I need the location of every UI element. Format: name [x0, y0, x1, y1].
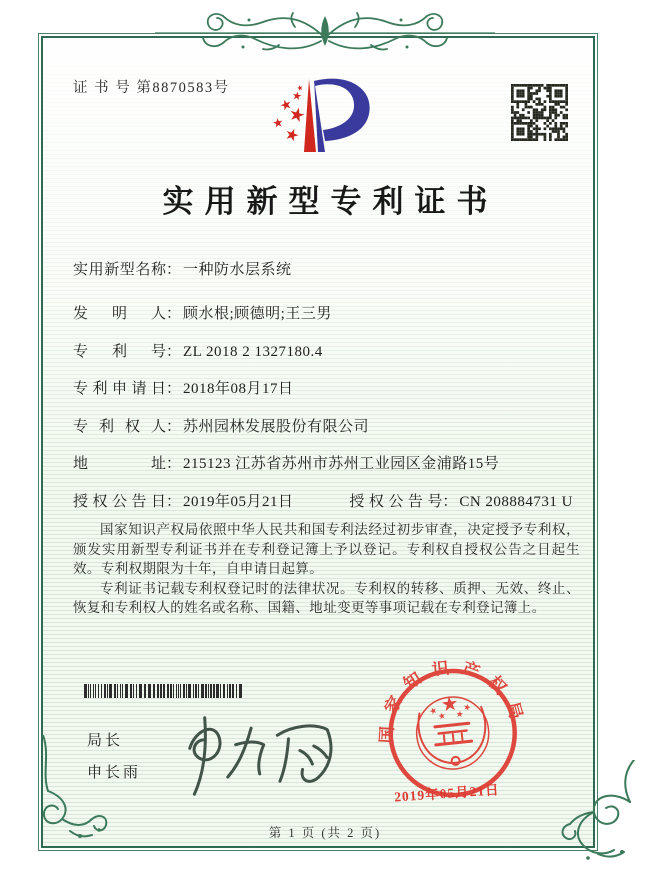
field-label: 实用新型名称 — [73, 262, 166, 278]
field-value: 2019年05月21日 — [183, 493, 294, 510]
certificate-number: 证 书 号 第8870583号 — [73, 80, 230, 96]
grant-number-pair: 授权公告号： CN 208884731 U — [349, 490, 573, 514]
field-row-filing-date: 专利申请日 ： 2018年08月17日 — [73, 377, 573, 401]
commissioner-name: 申长雨 — [87, 765, 142, 781]
bottom-right-flourish-ornament — [538, 760, 640, 870]
certificate-title: 实用新型专利证书 — [162, 184, 499, 219]
field-row-address: 地址 ： 215123 江苏省苏州市苏州工业园区金浦路15号 — [73, 452, 573, 476]
field-row-name: 实用新型名称 ： 一种防水层系统 — [73, 258, 573, 282]
field-value: 顾水根;顾德明;王三男 — [183, 306, 332, 322]
field-list — [73, 258, 573, 527]
field-label: 发明人 — [73, 306, 166, 322]
legal-paragraph-2: 专利证书记载专利权登记时的法律状况。专利权的转移、质押、无效、终止、恢复和专利权人的姓名或名称、国籍、地址变更等事项记载在专利登记簿上。 — [73, 580, 580, 615]
field-row-inventor: 发明人 ： 顾水根;顾德明;王三男 — [73, 302, 573, 326]
field-row-grant — [73, 490, 573, 514]
seal-date: 2019年05月21日 — [393, 782, 501, 805]
field-label: 专利权人 — [73, 418, 166, 435]
field-value: 215123 江苏省苏州市苏州工业园区金浦路15号 — [183, 456, 500, 472]
grant-date-pair: 授权公告日 ： 2019年05月21日 — [73, 490, 349, 514]
field-value: ZL 2018 2 1327180.4 — [183, 343, 323, 360]
field-label: 地址 — [73, 456, 166, 472]
field-row-patentee: 专利权人 ： 苏州园林发展股份有限公司 — [73, 415, 573, 439]
barcode — [84, 684, 246, 698]
page-number: 第 1 页 (共 2 页) — [268, 826, 382, 840]
field-value: 2018年08月17日 — [183, 381, 294, 397]
seal-org-text: 国家知识产权局 — [376, 657, 529, 744]
field-label: 授权公告号 — [349, 493, 443, 510]
field-value: CN 208884731 U — [459, 493, 573, 510]
cnipa-logo-icon — [262, 72, 384, 164]
handwritten-signature — [160, 704, 355, 804]
field-row-patent-number: 专利号 ： ZL 2018 2 1327180.4 — [73, 340, 573, 364]
commissioner-title: 局长 — [87, 733, 124, 749]
field-label: 授权公告日 — [73, 493, 166, 510]
field-value: 一种防水层系统 — [183, 262, 292, 278]
field-label: 专利号 — [73, 343, 166, 360]
qr-code — [511, 84, 568, 141]
field-label: 专利申请日 — [73, 381, 166, 397]
top-flourish-ornament — [155, 4, 495, 62]
legal-paragraph-1: 国家知识产权局依照中华人民共和国专利法经过初步审查，决定授予专利权，颁发实用新型专利证书并在专利登记簿上予以登记。专利权自授权公告之日起生效。专利权期限为十年，自申请日起算。 — [73, 522, 580, 576]
legal-text — [73, 520, 580, 618]
field-value: 苏州园林发展股份有限公司 — [183, 418, 370, 435]
national-emblem-icon — [413, 692, 492, 772]
